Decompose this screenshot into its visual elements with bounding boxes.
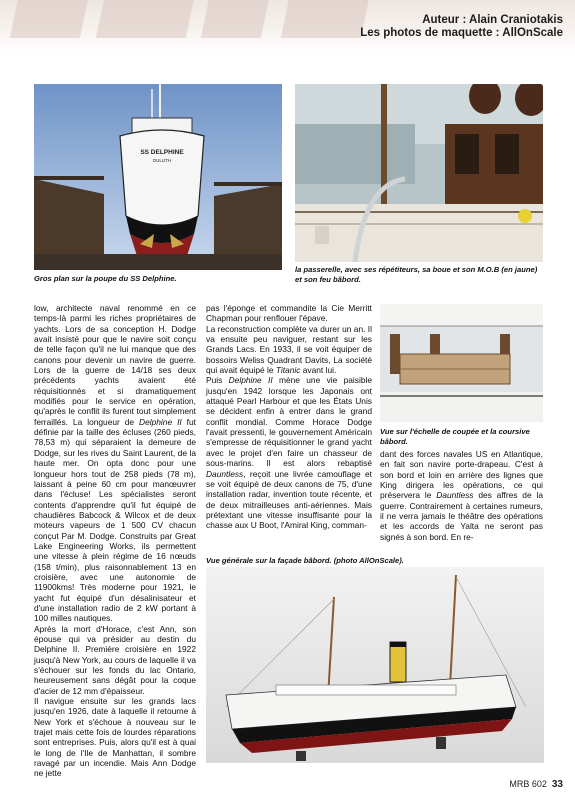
- text-column-1: [34, 303, 196, 779]
- magazine-issue: MRB 602: [509, 779, 547, 789]
- page-number: 33: [551, 779, 563, 790]
- paragraph: [206, 375, 372, 530]
- paragraph: [206, 324, 372, 376]
- text-italic: Titanic: [275, 365, 301, 376]
- text-run: des affres de la guerre. Contrairement à certaines rumeurs, il ne verra jamais le théâtre des opérations et les accords de Yalta ne seront pas signés à son bord. En re-: [380, 490, 543, 542]
- photo-stern: [34, 84, 282, 270]
- caption-bridge: la passerelle, avec ses répétiteurs, sa boue et son M.O.B (en jaune) et son feu bâbord.: [295, 265, 538, 284]
- photos-line: Les photos de maquette : AllOnScale: [360, 27, 563, 39]
- photo-gangway: [380, 304, 543, 422]
- text-italic: Dauntless: [206, 468, 244, 479]
- text-run: mène une vie paisible jusqu'en 1942 lorsque les Japonais ont attaqué Pearl Harbour et que les États Unis se décident enfin à entrer dans le grand conflit mondial. Comme Horace Dodge l'avait pressenti, le gouvernement Américain s'empresse de réquisitionner le grand yacht avec le projet d'en faire un chasseur de sous-marins. Il est alors rebaptisé: [206, 375, 372, 469]
- text-italic: Delphine II: [139, 416, 182, 427]
- text-run: low, architecte naval renommé en ce temps-là parmi les riches propriétaires de yachts. Lors de sa conception H. Dodge avait insisté pour que le navire soit conçu de telle façon qu'il ne lui manque que des canons pour devenir un navire de guerre. Lors de la guerre de 14/18 ses deux précédents yachts avaient été réquisitionnés et si dramatiquement modifiés pour le service en opération, qu'après le conflit ils furent tout simplement ferraillés. La longueur de: [34, 303, 196, 427]
- stern-name: SS DELPHINE: [140, 149, 184, 156]
- caption-model: Vue générale sur la façade bâbord. (photo AllOnScale).: [206, 556, 404, 565]
- banner-decor: [201, 0, 270, 38]
- text-run: Puis: [206, 375, 229, 386]
- photo-model: [206, 567, 544, 763]
- banner-decor: [281, 0, 370, 38]
- paragraph: pas l'éponge et commandite la Cie Merritt Chapman pour renflouer l'épave.: [206, 303, 372, 324]
- banner-decor: [10, 0, 89, 38]
- stern-port: DULUTH: [152, 158, 172, 163]
- paragraph: [34, 303, 196, 624]
- caption-stern: Gros plan sur la poupe du SS Delphine.: [34, 274, 177, 283]
- paragraph: Après la mort d'Horace, c'est Ann, son épouse qui va présider au destin du Delphine II. Première croisière en 1922 jusqu'à New York, au cours de laquelle il va s'échouer sur les fonds du lac Ontario, heureusement sans dégât pour la coque d'acier de 12 mm d'épaisseur.: [34, 623, 196, 696]
- text-run: dant des forces navales US en Atlantique, en fait son navire porte-drapeau. C'est à son bord et loin en arrière des lignes que King dirigera les opérations, ce qui préservera le: [380, 449, 543, 501]
- page-footer: [509, 779, 563, 790]
- author-credit: [360, 14, 563, 40]
- author-line: Auteur : Alain Craniotakis: [422, 14, 563, 26]
- paragraph: [380, 449, 543, 542]
- text-run: fut définie par la taille des écluses (260 pieds, 78,53 m) qui séparaient la demeure de Dodge, sur les rives du Saint Laurent, de la haute mer. On opta donc pour une longueur hors tout de 258 pieds (78 m), laissant à peine 60 cm pour manœuvrer dans l'écluse! Les spécialistes seront contents d'apprendre qu'il fut équipé de chaudières Babcock & Wilcox et de deux moteurs vapeurs de 1 500 CV chacun conçut Par M. Dodge. Construits par Great Lake Engineering Works, ils permettent une vitesse à plein régime de 16 nœuds (158 t/min), plus raisonnablement 13 en croisière, avec une autonomie de 11900kms! Très moderne pour 1921, le yacht fut équipé d'un désalinisateur et d'une installation radio de 2 kW portant à 100 milles nautiques.: [34, 416, 196, 624]
- text-run: avant lui.: [300, 365, 337, 376]
- paragraph: Il navigue ensuite sur les grands lacs jusqu'en 1926, date à laquelle il retourne à New York et s'échoue à nouveau sur le trajet mais cette fois de lourdes réparations sont entreprises. Puis, alors qu'il est à quai le long de l'Ile de Manhattan, il sombre ravagé par un incendie. Mais Ann Dodge ne jette: [34, 696, 196, 779]
- text-italic: Delphine II: [228, 375, 273, 386]
- text-italic: Dauntless: [436, 490, 474, 501]
- text-column-3: [380, 449, 543, 542]
- text-run: , reçoit une livrée camouflage et se voit équipé de deux canons de 75, d'une installation radar, invention toute récente, et de deux mitrailleuses anti-aériennes. Mais prétextant une vitesse insuffisante pour la chasse aux U Boot, l'Amiral King, comman-: [206, 468, 372, 531]
- text-column-2: [206, 303, 372, 531]
- caption-gangway: Vue sur l'échelle de coupée et la coursive bâbord.: [380, 427, 530, 446]
- text-run: La reconstruction complète va durer un an. Il va ensuite peu naviguer, restant sur les Grands Lacs. En 1933, il se voit équiper de bossoirs Weliss Quadrant Davits, La société qui avait équipé le: [206, 323, 372, 376]
- banner-decor: [96, 0, 195, 38]
- photo-bridge: [295, 84, 543, 262]
